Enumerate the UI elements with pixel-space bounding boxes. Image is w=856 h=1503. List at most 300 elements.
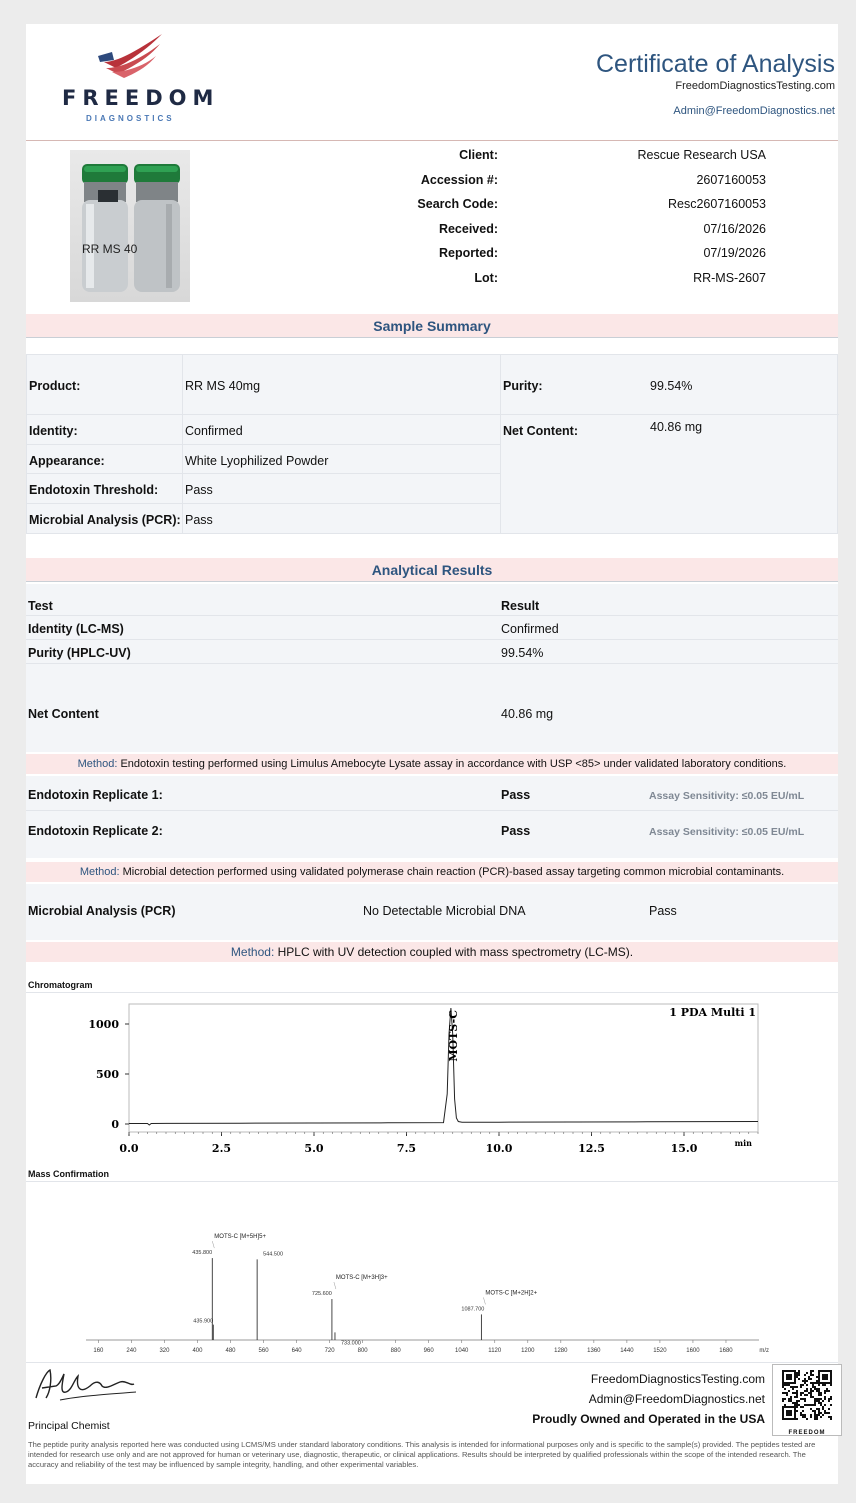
qr-module xyxy=(804,1374,806,1376)
qr-module xyxy=(800,1392,802,1394)
microbial-finding: No Detectable Microbial DNA xyxy=(363,904,526,918)
mass-confirmation-title: Mass Confirmation xyxy=(28,1169,110,1179)
qr-module xyxy=(804,1414,806,1416)
qr-module xyxy=(816,1414,818,1416)
peak-value-label: 435.900 xyxy=(193,1318,214,1325)
qr-module xyxy=(806,1394,808,1396)
qr-module xyxy=(814,1388,816,1390)
info-label: Accession #: xyxy=(420,172,498,187)
qr-module xyxy=(818,1412,820,1414)
qr-module xyxy=(818,1402,820,1404)
qr-module xyxy=(788,1398,790,1400)
qr-module xyxy=(808,1392,810,1394)
results-head-result: Result xyxy=(501,599,540,613)
qr-module xyxy=(816,1376,818,1378)
qr-module xyxy=(800,1406,802,1408)
qr-module xyxy=(796,1374,798,1376)
qr-module xyxy=(782,1398,784,1400)
microbial-method-note xyxy=(26,862,838,882)
x-tick-label: 720 xyxy=(324,1348,335,1354)
qr-module xyxy=(804,1378,806,1380)
qr-module xyxy=(792,1402,794,1404)
sample-summary-title: Sample Summary xyxy=(373,318,491,334)
qr-module xyxy=(816,1382,818,1384)
qr-module xyxy=(826,1390,828,1392)
qr-module xyxy=(820,1398,822,1400)
chromatogram-chart xyxy=(26,1000,838,1166)
document-sheet xyxy=(10,10,846,1493)
x-tick-label: 960 xyxy=(423,1348,434,1354)
qr-module xyxy=(796,1396,798,1398)
microbial-result: Pass xyxy=(649,904,677,918)
qr-module xyxy=(814,1398,816,1400)
qr-module xyxy=(808,1376,810,1378)
endotoxin-replicate-result: Pass xyxy=(501,788,531,802)
qr-module xyxy=(816,1390,818,1392)
method-text: Endotoxin testing performed using Limulus Amebocyte Lysate assay in accordance with USP <85> under validated laboratory conditions. xyxy=(117,758,787,770)
peak-value-label: 435.800 xyxy=(192,1250,213,1257)
qr-module xyxy=(812,1404,814,1406)
info-value: 2607160053 xyxy=(696,172,766,187)
qr-module xyxy=(828,1408,830,1410)
qr-module xyxy=(818,1400,820,1402)
qr-module xyxy=(810,1372,812,1374)
brand-wordmark: FREEDOM xyxy=(62,86,220,110)
header-divider xyxy=(26,140,838,141)
x-tick-label: 1200 xyxy=(521,1348,535,1354)
peak-value-label: 725.600 xyxy=(311,1291,332,1298)
qr-module xyxy=(808,1378,810,1380)
qr-module xyxy=(800,1394,802,1396)
identity-value: Confirmed xyxy=(185,424,243,438)
qr-module xyxy=(830,1416,832,1418)
info-value: 07/19/2026 xyxy=(703,246,766,261)
results-head-test: Test xyxy=(28,599,53,613)
appearance-label: Appearance: xyxy=(29,454,105,468)
endotoxin-replicate-result: Pass xyxy=(501,824,531,838)
chromatogram-trace xyxy=(129,1008,758,1125)
method-text: HPLC with UV detection coupled with mass spectrometry (LC-MS). xyxy=(274,945,634,959)
footer-website-link[interactable]: FreedomDiagnosticsTesting.com xyxy=(590,1372,765,1386)
qr-module xyxy=(810,1374,812,1376)
x-tick-label: 2.5 xyxy=(211,1142,232,1155)
qr-module xyxy=(814,1404,816,1406)
qr-module xyxy=(816,1380,818,1382)
qr-module xyxy=(810,1394,812,1396)
footer-email-link[interactable]: Admin@FreedomDiagnostics.net xyxy=(588,1392,765,1406)
qr-module xyxy=(824,1412,826,1414)
qr-module xyxy=(810,1396,812,1398)
qr-module xyxy=(802,1384,804,1386)
endotoxin-threshold-label: Endotoxin Threshold: xyxy=(29,483,159,497)
x-tick-label: 1040 xyxy=(455,1348,469,1354)
qr-module xyxy=(810,1390,812,1392)
qr-module xyxy=(798,1374,800,1376)
qr-module xyxy=(806,1390,808,1392)
qr-module xyxy=(812,1382,814,1384)
qr-module xyxy=(794,1386,796,1388)
qr-module xyxy=(810,1382,812,1384)
qr-module xyxy=(802,1416,804,1418)
peak-label: MOTS-C xyxy=(446,1010,460,1062)
microbial-analysis-row xyxy=(26,884,838,940)
qr-module xyxy=(820,1412,822,1414)
ion-annotation: MOTS-C [M+2H]2+ xyxy=(485,1290,538,1297)
qr-module xyxy=(802,1406,804,1408)
qr-module xyxy=(820,1392,822,1394)
x-tick-label: 880 xyxy=(390,1348,401,1354)
analytical-results-header xyxy=(26,558,838,582)
x-tick-label: 1520 xyxy=(653,1348,667,1354)
qr-module xyxy=(814,1414,816,1416)
qr-module xyxy=(800,1386,802,1388)
qr-module xyxy=(818,1388,820,1390)
qr-module xyxy=(804,1416,806,1418)
qr-module xyxy=(818,1392,820,1394)
qr-module xyxy=(796,1418,798,1420)
qr-module xyxy=(804,1398,806,1400)
qr-module xyxy=(818,1408,820,1410)
qr-module xyxy=(818,1410,820,1412)
qr-module xyxy=(796,1402,798,1404)
qr-module xyxy=(800,1398,802,1400)
x-tick-label: 800 xyxy=(357,1348,368,1354)
qr-code-icon xyxy=(773,1365,841,1425)
info-label: Reported: xyxy=(438,246,498,261)
qr-module xyxy=(826,1388,828,1390)
qr-module xyxy=(822,1408,824,1410)
brand-subtitle: DIAGNOSTICS xyxy=(86,114,175,123)
x-tick-label: 1440 xyxy=(620,1348,634,1354)
peak-value-label: 544.500 xyxy=(263,1251,284,1258)
qr-module xyxy=(802,1398,804,1400)
qr-module xyxy=(816,1400,818,1402)
qr-module xyxy=(816,1408,818,1410)
qr-module xyxy=(786,1384,788,1386)
result-row-test: Net Content xyxy=(28,707,99,721)
qr-module xyxy=(830,1384,832,1386)
peak-value-label: 733.000 xyxy=(340,1340,361,1347)
info-label: Received: xyxy=(438,221,498,236)
qr-module xyxy=(796,1386,798,1388)
qr-module xyxy=(796,1400,798,1402)
x-tick-label: 5.0 xyxy=(304,1142,324,1155)
qr-module xyxy=(804,1382,806,1384)
x-tick-label: 1680 xyxy=(719,1348,733,1354)
qr-module xyxy=(818,1390,820,1392)
appearance-value: White Lyophilized Powder xyxy=(185,454,329,468)
footer-tagline: Proudly Owned and Operated in the USA xyxy=(532,1412,765,1426)
qr-module xyxy=(796,1410,798,1412)
endotoxin-method-note xyxy=(26,754,838,774)
qr-module xyxy=(818,1384,820,1386)
qr-module xyxy=(810,1388,812,1390)
signature-icon xyxy=(30,1364,140,1404)
chromatogram-title: Chromatogram xyxy=(28,980,93,990)
qr-module xyxy=(814,1418,816,1420)
qr-module xyxy=(802,1414,804,1416)
x-tick-label: 1600 xyxy=(686,1348,700,1354)
qr-module xyxy=(806,1384,808,1386)
signer-title: Principal Chemist xyxy=(28,1420,110,1432)
header-email-link[interactable]: Admin@FreedomDiagnostics.net xyxy=(673,105,835,117)
qr-module xyxy=(814,1412,816,1414)
qr-module xyxy=(796,1390,798,1392)
qr-module xyxy=(786,1392,788,1394)
qr-module xyxy=(784,1404,786,1406)
qr-module xyxy=(824,1384,826,1386)
info-label: Search Code: xyxy=(417,197,498,212)
method-key: Method: xyxy=(230,945,275,959)
annotation-leader xyxy=(212,1241,214,1248)
microbial-summary-label: Microbial Analysis (PCR): xyxy=(29,513,181,527)
qr-module xyxy=(824,1390,826,1392)
qr-module xyxy=(782,1386,784,1388)
qr-module xyxy=(804,1390,806,1392)
product-value: RR MS 40mg xyxy=(185,379,261,393)
mass-spectrum-chart xyxy=(26,1192,838,1362)
qr-module xyxy=(800,1412,802,1414)
qr-module xyxy=(828,1400,830,1402)
analytical-results-title: Analytical Results xyxy=(371,562,493,578)
qr-module xyxy=(804,1394,806,1396)
vials-image-icon xyxy=(70,150,190,302)
qr-module xyxy=(798,1378,800,1380)
qr-module xyxy=(824,1404,826,1406)
qr-module xyxy=(788,1400,790,1402)
assay-sensitivity: Assay Sensitivity: ≤0.05 EU/mL xyxy=(649,826,805,838)
result-row-test: Identity (LC-MS) xyxy=(28,622,124,636)
qr-code[interactable] xyxy=(772,1364,842,1436)
qr-module xyxy=(810,1370,812,1372)
footer-divider xyxy=(26,1362,838,1363)
qr-module xyxy=(814,1410,816,1412)
qr-module xyxy=(792,1388,794,1390)
qr-module xyxy=(790,1396,792,1398)
annotation-leader xyxy=(334,1282,336,1289)
x-axis-unit: m/z xyxy=(759,1348,769,1354)
header-website-link[interactable]: FreedomDiagnosticsTesting.com xyxy=(675,80,835,92)
sample-summary-header xyxy=(26,314,838,338)
qr-module xyxy=(822,1400,824,1402)
qr-module xyxy=(802,1392,804,1394)
info-value: Rescue Research USA xyxy=(637,148,766,162)
net-content-value: 40.86 mg xyxy=(650,420,703,434)
qr-module xyxy=(808,1404,810,1406)
qr-module xyxy=(818,1394,820,1396)
x-tick-label: 480 xyxy=(225,1348,236,1354)
qr-module xyxy=(820,1404,822,1406)
qr-module xyxy=(782,1384,784,1386)
net-content-label: Net Content: xyxy=(503,424,578,438)
qr-module xyxy=(784,1388,786,1390)
result-row-value: 99.54% xyxy=(501,646,544,660)
x-tick-label: 0.0 xyxy=(119,1142,139,1155)
qr-module xyxy=(818,1414,820,1416)
qr-module xyxy=(796,1406,798,1408)
qr-module xyxy=(830,1396,832,1398)
info-label: Client: xyxy=(459,148,498,162)
qr-module xyxy=(806,1380,808,1382)
y-tick-label: 1000 xyxy=(88,1018,119,1031)
x-tick-label: 15.0 xyxy=(670,1142,698,1155)
x-tick-label: 12.5 xyxy=(578,1142,605,1155)
microbial-analysis-label: Microbial Analysis (PCR) xyxy=(28,904,176,918)
qr-module xyxy=(794,1396,796,1398)
x-tick-label: 240 xyxy=(126,1348,137,1354)
qr-module xyxy=(782,1400,784,1402)
qr-module xyxy=(812,1390,814,1392)
qr-module xyxy=(800,1414,802,1416)
y-tick-label: 500 xyxy=(96,1068,119,1081)
qr-module xyxy=(830,1404,832,1406)
purity-value: 99.54% xyxy=(650,379,693,393)
peak-value-label: 1087.700 xyxy=(461,1306,485,1313)
x-tick-label: 400 xyxy=(192,1348,203,1354)
qr-module xyxy=(828,1398,830,1400)
plot-frame xyxy=(129,1004,758,1132)
qr-module xyxy=(818,1398,820,1400)
qr-module xyxy=(806,1388,808,1390)
qr-module xyxy=(822,1406,824,1408)
x-axis-unit: min xyxy=(734,1138,752,1148)
qr-module xyxy=(802,1380,804,1382)
qr-module xyxy=(798,1404,800,1406)
qr-module xyxy=(786,1394,788,1396)
x-tick-label: 1360 xyxy=(587,1348,601,1354)
endotoxin-threshold-value: Pass xyxy=(185,483,213,497)
hplc-method-note xyxy=(26,942,838,962)
qr-module xyxy=(810,1378,812,1380)
flag-wing-logo-icon xyxy=(98,32,170,78)
purity-label: Purity: xyxy=(503,379,543,393)
qr-module xyxy=(810,1416,812,1418)
qr-module xyxy=(812,1396,814,1398)
vial-label-text: RR MS 40 xyxy=(82,242,138,256)
qr-module xyxy=(810,1392,812,1394)
endotoxin-replicate-label: Endotoxin Replicate 1: xyxy=(28,788,163,802)
qr-module xyxy=(806,1372,808,1374)
qr-module xyxy=(824,1398,826,1400)
result-row-value: 40.86 mg xyxy=(501,707,554,721)
qr-module xyxy=(794,1392,796,1394)
qr-module xyxy=(800,1384,802,1386)
qr-module xyxy=(806,1404,808,1406)
annotation-leader xyxy=(483,1297,485,1304)
method-key: Method: xyxy=(79,866,120,878)
qr-module xyxy=(792,1392,794,1394)
certificate-page xyxy=(26,24,838,1484)
result-row-value: Confirmed xyxy=(501,622,559,636)
qr-module xyxy=(812,1384,814,1386)
disclaimer-text: The peptide purity analysis reported here was conducted using LCMS/MS under standard laboratory conditions. This analysis is intended for informational purposes only and is specific to the sample(s) provided. The peptides tested are intended for research use only and are not approved for human or veterinary use, diagnostic, therapeutic, or clinical applications. Results should be interpreted by qualified professionals within the scope of the intended research. The accuracy and reliability of the test may be influenced by sample integrity, handling, and other experimental variables. xyxy=(28,1440,816,1469)
info-value: 07/16/2026 xyxy=(703,221,766,236)
x-tick-label: 1120 xyxy=(488,1348,502,1354)
qr-module xyxy=(830,1418,832,1420)
qr-module xyxy=(790,1386,792,1388)
qr-finder-core xyxy=(822,1374,828,1380)
microbial-summary-value: Pass xyxy=(185,513,213,527)
qr-module xyxy=(830,1398,832,1400)
qr-finder-core xyxy=(786,1410,792,1416)
qr-module xyxy=(782,1392,784,1394)
qr-module xyxy=(814,1400,816,1402)
qr-module xyxy=(820,1394,822,1396)
qr-module xyxy=(784,1398,786,1400)
info-value: Resc2607160053 xyxy=(668,197,766,212)
qr-module xyxy=(796,1392,798,1394)
x-tick-label: 320 xyxy=(159,1348,170,1354)
qr-module xyxy=(816,1388,818,1390)
qr-module xyxy=(796,1404,798,1406)
analytical-results-table xyxy=(26,584,838,752)
qr-module xyxy=(794,1402,796,1404)
ion-annotation: MOTS-C [M+5H]5+ xyxy=(214,1234,266,1241)
qr-caption: FREEDOM xyxy=(788,1430,826,1436)
qr-module xyxy=(812,1410,814,1412)
document-title: Certificate of Analysis xyxy=(596,50,835,78)
qr-module xyxy=(784,1384,786,1386)
qr-module xyxy=(828,1416,830,1418)
x-tick-label: 1280 xyxy=(554,1348,568,1354)
result-row-test: Purity (HPLC-UV) xyxy=(28,646,131,660)
qr-module xyxy=(790,1398,792,1400)
info-label: Lot: xyxy=(474,271,498,285)
qr-module xyxy=(794,1404,796,1406)
ion-annotation: MOTS-C [M+3H]3+ xyxy=(335,1275,388,1282)
qr-module xyxy=(784,1392,786,1394)
qr-module xyxy=(822,1384,824,1386)
x-tick-label: 160 xyxy=(93,1348,104,1354)
qr-module xyxy=(798,1372,800,1374)
qr-module xyxy=(810,1408,812,1410)
qr-module xyxy=(824,1396,826,1398)
qr-module xyxy=(820,1402,822,1404)
qr-module xyxy=(790,1400,792,1402)
qr-module xyxy=(798,1370,800,1372)
qr-module xyxy=(814,1402,816,1404)
qr-module xyxy=(796,1394,798,1396)
qr-module xyxy=(804,1404,806,1406)
sample-vial-photo xyxy=(70,150,190,302)
qr-module xyxy=(804,1380,806,1382)
qr-module xyxy=(796,1376,798,1378)
assay-sensitivity: Assay Sensitivity: ≤0.05 EU/mL xyxy=(649,790,805,802)
qr-module xyxy=(802,1410,804,1412)
qr-finder-core xyxy=(786,1374,792,1380)
chart-legend: 1 PDA Multi 1 xyxy=(669,1006,756,1019)
method-key: Method: xyxy=(77,758,118,770)
sample-summary-table xyxy=(26,354,838,534)
qr-module xyxy=(822,1414,824,1416)
qr-module xyxy=(798,1400,800,1402)
qr-module xyxy=(812,1386,814,1388)
qr-module xyxy=(828,1412,830,1414)
identity-label: Identity: xyxy=(29,424,78,438)
qr-module xyxy=(816,1416,818,1418)
x-tick-label: 10.0 xyxy=(485,1142,513,1155)
qr-module xyxy=(788,1384,790,1386)
qr-module xyxy=(816,1398,818,1400)
y-tick-label: 0 xyxy=(111,1118,119,1131)
qr-module xyxy=(814,1416,816,1418)
qr-module xyxy=(812,1370,814,1372)
qr-module xyxy=(792,1386,794,1388)
qr-module xyxy=(816,1418,818,1420)
qr-module xyxy=(796,1372,798,1374)
x-tick-label: 560 xyxy=(258,1348,269,1354)
qr-module xyxy=(810,1414,812,1416)
